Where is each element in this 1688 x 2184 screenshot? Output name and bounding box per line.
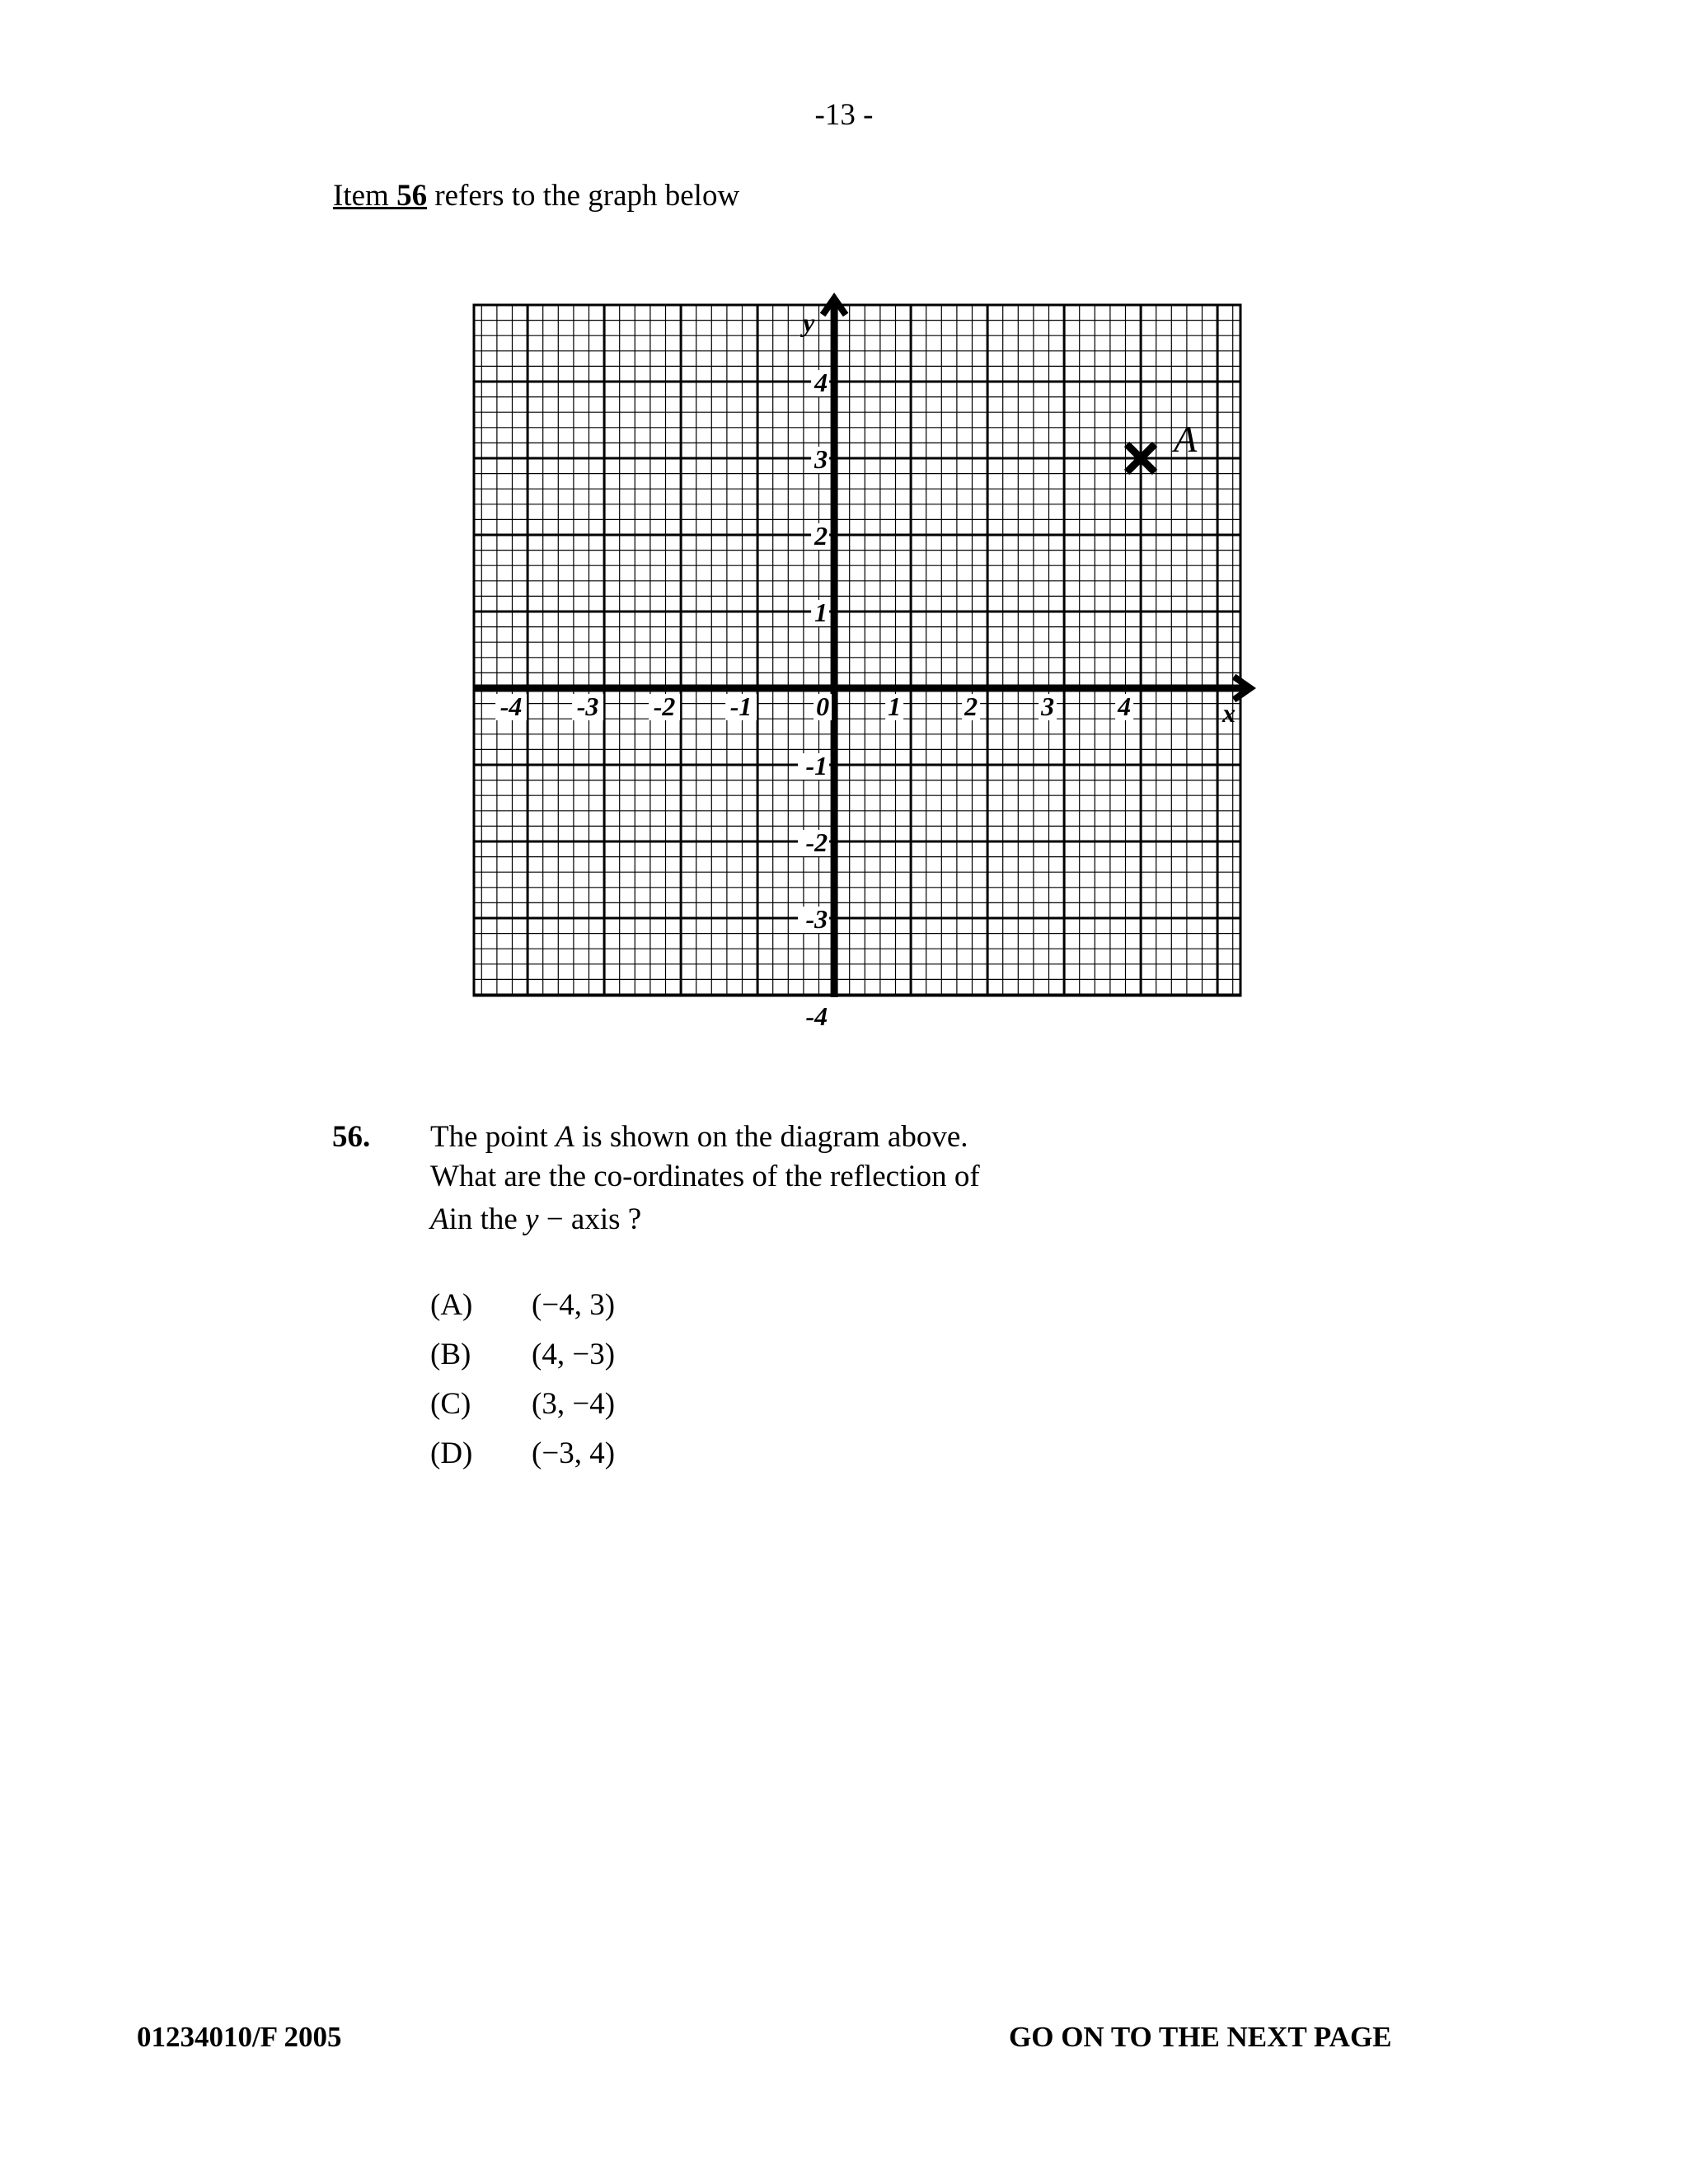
option-a-value[interactable]: (−4, 3) [532,1288,616,1322]
y-axis-label: y [803,307,815,337]
x-tick-label: 0 [816,691,830,721]
tick-labels [495,368,1133,1031]
x-tick-label: 2 [964,691,978,721]
question-line-1 [430,1119,968,1155]
option-b-value[interactable]: (4, −3) [532,1338,616,1371]
x-tick-label: -1 [729,691,753,721]
next-page-note: GO ON TO THE NEXT PAGE [1009,2021,1392,2053]
question-line-3 [430,1202,641,1237]
option-b-letter[interactable]: (B) [430,1338,471,1371]
grid-minor-lines [474,305,1240,996]
paper-code: 01234010/F 2005 [137,2021,342,2053]
x-tick-label: -3 [576,691,599,721]
question-line-2: What are the co-ordinates of the reflection of [430,1160,980,1193]
var-a: A [430,1202,449,1236]
x-axis-label: x [1222,698,1236,728]
y-tick-label: -4 [805,1001,828,1031]
item-intro-rest: refers to the graph below [427,179,740,213]
item-word: Item [333,179,389,213]
x-tick-label: 1 [888,691,902,721]
x-tick-label: -2 [653,691,676,721]
y-tick-label: 1 [814,598,828,627]
y-tick-label: 2 [814,521,828,551]
option-c-letter[interactable]: (C) [430,1387,471,1421]
option-d-letter[interactable]: (D) [430,1436,473,1470]
question-text: The point [430,1120,556,1154]
var-a: A [556,1120,574,1154]
x-tick-label: 3 [1041,691,1055,721]
coordinate-graph [462,293,1253,1034]
y-tick-label: -2 [805,827,828,857]
item-intro [333,178,739,213]
question-text: in the [448,1202,526,1236]
var-y: y [525,1202,539,1236]
question-number: 56. [332,1120,371,1154]
option-c-value[interactable]: (3, −4) [532,1387,616,1421]
y-tick-label: 4 [814,368,828,397]
x-tick-label: -4 [499,691,523,721]
question-text: is shown on the diagram above. [574,1120,968,1154]
item-number: 56 [396,179,428,213]
option-a-letter[interactable]: (A) [430,1288,473,1322]
point-a-label: A [1174,418,1198,460]
item-ref-underlined [333,179,427,213]
y-tick-label: 3 [814,444,828,474]
y-tick-label: -3 [805,904,828,934]
y-tick-label: -1 [805,751,828,780]
x-tick-label: 4 [1118,691,1132,721]
page-number: -13 - [814,98,874,132]
option-d-value[interactable]: (−3, 4) [532,1436,616,1470]
question-text: − axis ? [538,1202,642,1236]
